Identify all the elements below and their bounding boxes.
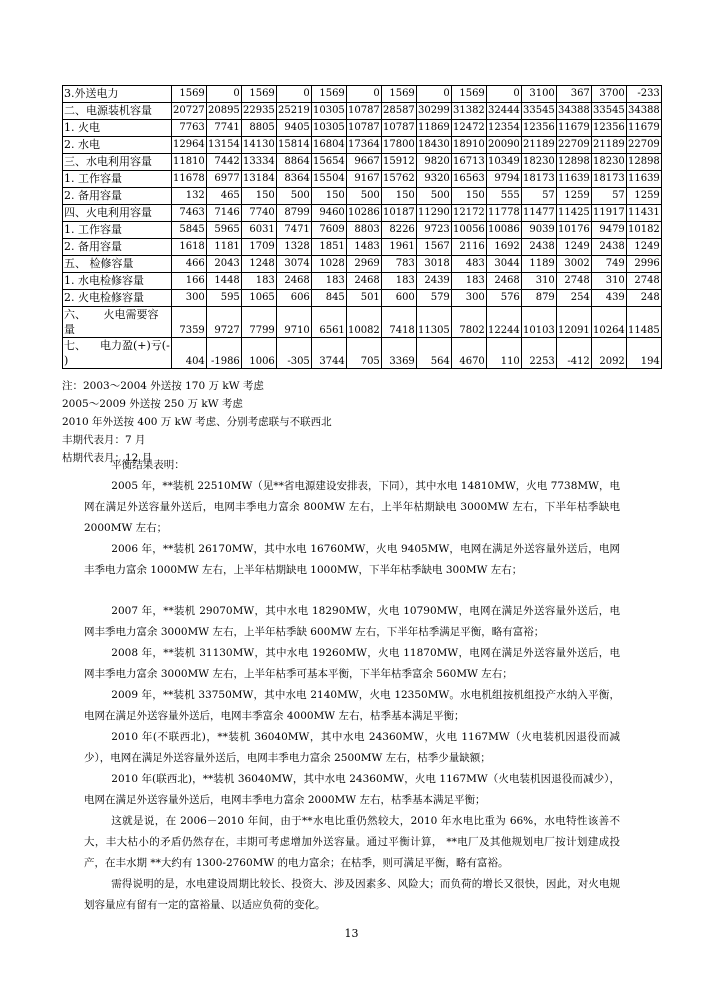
table-row (63, 154, 662, 171)
table-row (63, 188, 662, 205)
table-cell: 5845 (171, 222, 206, 239)
table-cell: 6977 (206, 171, 241, 188)
table-cell: 10264 (591, 307, 626, 338)
table-cell: 1259 (556, 188, 591, 205)
table-cell: 18430 (416, 137, 451, 154)
table-cell: 18910 (451, 137, 486, 154)
table-cell: 20727 (171, 103, 206, 120)
table-cell: 12354 (486, 120, 521, 137)
table-cell: 13184 (241, 171, 276, 188)
table-cell: 1618 (171, 239, 206, 256)
table-cell: 8805 (241, 120, 276, 137)
table-cell: 8226 (381, 222, 416, 239)
table-cell: 12091 (556, 307, 591, 338)
table-cell: 12964 (171, 137, 206, 154)
table-cell: 2043 (206, 256, 241, 273)
table-cell: 7471 (276, 222, 311, 239)
table-cell: 34388 (556, 103, 591, 120)
table-row (63, 338, 662, 369)
table-cell: 10787 (381, 120, 416, 137)
table-cell: 17364 (346, 137, 381, 154)
table-cell: 1567 (416, 239, 451, 256)
table-row (63, 103, 662, 120)
table-cell: 11778 (486, 205, 521, 222)
table-cell: 34388 (626, 103, 661, 120)
table-cell: 28587 (381, 103, 416, 120)
paragraph: 平衡结果表明： (111, 459, 185, 471)
row-label: 四、火电利用容量 (63, 205, 172, 222)
table-row (63, 256, 662, 273)
table-cell: 749 (591, 256, 626, 273)
table-cell: 9727 (206, 307, 241, 338)
table-cell: 150 (381, 188, 416, 205)
table-cell: 10103 (521, 307, 556, 338)
table-cell: 2439 (416, 273, 451, 290)
table-cell: -412 (556, 338, 591, 369)
table-cell: 7740 (241, 205, 276, 222)
table-cell: 2092 (591, 338, 626, 369)
table-row (63, 137, 662, 154)
table-cell: 1569 (451, 86, 486, 103)
row-label: 1. 水电检修容量 (63, 273, 172, 290)
table-cell: 6561 (311, 307, 346, 338)
table-cell: 11639 (626, 171, 661, 188)
row-label: 2. 火电检修容量 (63, 290, 172, 307)
paragraph: 2010 年(不联西北)，**装机 36040MW，其中水电 24360MW，火电 1167MW（火电装机因退役而减少），电网在满足外送容量外送后，电网丰季电力富余 2500MW 左右，枯季少量缺额； (84, 731, 620, 764)
table-cell: 0 (206, 86, 241, 103)
table-cell: 8803 (346, 222, 381, 239)
table-cell: 13334 (241, 154, 276, 171)
table-cell: 2748 (556, 273, 591, 290)
table-cell: 1248 (241, 256, 276, 273)
table-cell: 10086 (486, 222, 521, 239)
table-cell: 8364 (276, 171, 311, 188)
table-cell: 466 (171, 256, 206, 273)
table-cell: 2468 (346, 273, 381, 290)
table-cell: 132 (171, 188, 206, 205)
table-cell: 10305 (311, 120, 346, 137)
table-cell: 15762 (381, 171, 416, 188)
table-cell: 1569 (311, 86, 346, 103)
table-row (63, 205, 662, 222)
table-cell: 500 (276, 188, 311, 205)
table-cell: 11678 (171, 171, 206, 188)
table-cell: 2468 (276, 273, 311, 290)
table-cell: 183 (311, 273, 346, 290)
table-cell: 13154 (206, 137, 241, 154)
table-cell: 3044 (486, 256, 521, 273)
table-cell: 150 (311, 188, 346, 205)
table-row (63, 273, 662, 290)
table-cell: 1961 (381, 239, 416, 256)
table-cell: 22709 (556, 137, 591, 154)
table-cell: 2116 (451, 239, 486, 256)
table-cell: 18230 (521, 154, 556, 171)
paragraph: 2006 年，**装机 26170MW，其中水电 16760MW，火电 9405MW，电网在满足外送容量外送后，电网丰季电力富余 1000MW 左右，上半年枯期缺电 1000MW，下半年枯季缺电 300MW 左右； (84, 543, 620, 576)
table-cell: 9794 (486, 171, 521, 188)
table-cell: 7741 (206, 120, 241, 137)
table-cell: 1709 (241, 239, 276, 256)
table-cell: 9710 (276, 307, 311, 338)
note-line: 2010 年外送按 400 万 kW 考虑、分别考虑联与不联西北 (62, 416, 332, 428)
table-row (63, 86, 662, 103)
table-cell: 7442 (206, 154, 241, 171)
table-cell: 16563 (451, 171, 486, 188)
body-text (84, 455, 620, 916)
table-cell: 1448 (206, 273, 241, 290)
table-cell: 2996 (626, 256, 661, 273)
table-cell: 9667 (346, 154, 381, 171)
table-cell: -1986 (206, 338, 241, 369)
table-cell: 31382 (451, 103, 486, 120)
table-cell: 0 (486, 86, 521, 103)
table-cell: 465 (206, 188, 241, 205)
table-cell: 22709 (626, 137, 661, 154)
page-number: 13 (344, 927, 359, 940)
table-cell: 10787 (346, 103, 381, 120)
table-cell: 150 (241, 188, 276, 205)
table-cell: 1569 (381, 86, 416, 103)
table-cell: 10187 (381, 205, 416, 222)
table-cell: 9460 (311, 205, 346, 222)
table-cell: 5965 (206, 222, 241, 239)
table-cell: 7799 (241, 307, 276, 338)
table-cell: 483 (451, 256, 486, 273)
table-cell: 110 (486, 338, 521, 369)
table-cell: 30299 (416, 103, 451, 120)
table-cell: 254 (556, 290, 591, 307)
table-cell: 8864 (276, 154, 311, 171)
table-cell: 576 (486, 290, 521, 307)
table-cell: 12898 (556, 154, 591, 171)
paragraph: 需得说明的是，水电建设周期比较长、投资大、涉及因素多、风险大；而负荷的增长又很快，因此，对火电规划容量应有留有一定的富裕量、以适应负荷的变化。 (84, 878, 620, 911)
table-cell: 501 (346, 290, 381, 307)
table-cell: 1569 (241, 86, 276, 103)
table-cell: 11477 (521, 205, 556, 222)
table-cell: 1189 (521, 256, 556, 273)
table-cell: 10286 (346, 205, 381, 222)
table-cell: 14130 (241, 137, 276, 154)
table-cell: 10056 (451, 222, 486, 239)
table-cell: 1851 (311, 239, 346, 256)
table-cell: 606 (276, 290, 311, 307)
table-cell: 12356 (591, 120, 626, 137)
table-cell: 20090 (486, 137, 521, 154)
table-cell: 1249 (556, 239, 591, 256)
table-cell: 879 (521, 290, 556, 307)
table-cell: 845 (311, 290, 346, 307)
table-cell: 11679 (626, 120, 661, 137)
table-cell: 1259 (626, 188, 661, 205)
table-cell: 7463 (171, 205, 206, 222)
table-cell: 1006 (241, 338, 276, 369)
table-cell: 9479 (591, 222, 626, 239)
row-label: 二、电源装机容量 (63, 103, 172, 120)
table-cell: 0 (346, 86, 381, 103)
table-cell: 705 (346, 338, 381, 369)
table-cell: 150 (451, 188, 486, 205)
table-cell: 20895 (206, 103, 241, 120)
table-cell: 9167 (346, 171, 381, 188)
table-cell: 0 (276, 86, 311, 103)
table-cell: 10182 (626, 222, 661, 239)
paragraph: 2005 年，**装机 22510MW（见**省电源建设安排表，下同），其中水电 14810MW，火电 7738MW，电网在满足外送容量外送后，电网丰季电力富余 800MW 左右，上半年枯期缺电 3000MW 左右，下半年枯季缺电 2000MW 左右； (84, 480, 620, 534)
table-cell: 15654 (311, 154, 346, 171)
table-row (63, 222, 662, 239)
row-label: 七、 电力盈(+)亏(- ) (64, 339, 170, 367)
table-cell: 9723 (416, 222, 451, 239)
table-cell: 11810 (171, 154, 206, 171)
row-label: 1. 火电 (63, 120, 172, 137)
row-label: 1. 工作容量 (63, 222, 172, 239)
table-cell: 9820 (416, 154, 451, 171)
table-cell: 18173 (591, 171, 626, 188)
table-cell: 166 (171, 273, 206, 290)
table-cell: 10349 (486, 154, 521, 171)
table-cell: 300 (451, 290, 486, 307)
table-cell: 3002 (556, 256, 591, 273)
table-cell: -233 (626, 86, 661, 103)
table-cell: 783 (381, 256, 416, 273)
table-cell: 32444 (486, 103, 521, 120)
table-cell: 16804 (311, 137, 346, 154)
table-cell: 3700 (591, 86, 626, 103)
table-cell: 33545 (521, 103, 556, 120)
table-cell: 2253 (521, 338, 556, 369)
table-cell: 11917 (591, 205, 626, 222)
table-cell: 9039 (521, 222, 556, 239)
table-cell: 183 (241, 273, 276, 290)
table-cell: 367 (556, 86, 591, 103)
table-cell: 12472 (451, 120, 486, 137)
table-cell: 21189 (521, 137, 556, 154)
paragraph: 2009 年，**装机 33750MW，其中水电 2140MW，火电 12350MW。水电机组按机组投产水纳入平衡，电网在满足外送容量外送后，电网丰季富余 4000MW 左右，枯季基本满足平衡； (84, 689, 620, 722)
note-line: 注：2003～2004 外送按 170 万 kW 考虑 (62, 380, 264, 392)
note-line: 2005～2009 外送按 250 万 kW 考虑 (62, 398, 243, 410)
table-cell: 500 (416, 188, 451, 205)
table-cell: 22935 (241, 103, 276, 120)
table-cell: 3100 (521, 86, 556, 103)
table-cell: 10082 (346, 307, 381, 338)
table-cell: 16713 (451, 154, 486, 171)
table-cell: 7763 (171, 120, 206, 137)
table-cell: 11485 (626, 307, 661, 338)
table-cell: 555 (486, 188, 521, 205)
table-cell: 300 (171, 290, 206, 307)
table-cell: 1692 (486, 239, 521, 256)
table-cell: 18173 (521, 171, 556, 188)
table-cell: 2438 (591, 239, 626, 256)
table-cell: 3074 (276, 256, 311, 273)
table-cell: 404 (171, 338, 206, 369)
paragraph: 这就是说，在 2006－2010 年间，由于**水电比重仍然较大，2010 年水电比重为 66%，水电特性该善不大，丰大枯小的矛盾仍然存在，丰期可考虑增加外送容量。通过平衡计算， **电厂及其他规划电厂按计划建成投产，在丰水期 **大约有 1300-2760MW 的电力富余；在枯季，则可满足平衡，略有富裕。 (84, 815, 620, 869)
table-cell: 57 (521, 188, 556, 205)
table-cell: 57 (591, 188, 626, 205)
row-label: 2. 水电 (63, 137, 172, 154)
table-row (63, 307, 662, 338)
table-cell: 3744 (311, 338, 346, 369)
row-label: 2. 备用容量 (63, 239, 172, 256)
table-cell: 7802 (451, 307, 486, 338)
table-cell: 1249 (626, 239, 661, 256)
table-cell: 17800 (381, 137, 416, 154)
table-notes (62, 377, 332, 467)
table-cell: 11425 (556, 205, 591, 222)
table-cell: 11431 (626, 205, 661, 222)
table-cell: 600 (381, 290, 416, 307)
table-cell: 11679 (556, 120, 591, 137)
table-cell: 7609 (311, 222, 346, 239)
table-cell: 194 (626, 338, 661, 369)
table-cell: 1328 (276, 239, 311, 256)
table-cell: 33545 (591, 103, 626, 120)
table-cell: 12356 (521, 120, 556, 137)
table-cell: 10176 (556, 222, 591, 239)
table-cell: -305 (276, 338, 311, 369)
note-line: 丰期代表月：7 月 (62, 434, 146, 446)
table-cell: 4670 (451, 338, 486, 369)
table-cell: 579 (416, 290, 451, 307)
table-cell: 0 (416, 86, 451, 103)
table-cell: 2748 (626, 273, 661, 290)
table-cell: 183 (451, 273, 486, 290)
paragraph: 2008 年，**装机 31130MW，其中水电 19260MW，火电 11870MW，电网在满足外送容量外送后，电网丰季电力富余 3000MW 左右，上半年枯季可基本平衡，下半年枯季富余 560MW 左右； (84, 647, 620, 680)
table-cell: 183 (381, 273, 416, 290)
table-cell: 11290 (416, 205, 451, 222)
table-cell: 595 (206, 290, 241, 307)
table-cell: 1065 (241, 290, 276, 307)
row-label: 三、水电利用容量 (63, 154, 172, 171)
table-cell: 7146 (206, 205, 241, 222)
table-cell: 7418 (381, 307, 416, 338)
paragraph: 2007 年，**装机 29070MW，其中水电 18290MW，火电 10790MW，电网在满足外送容量外送后，电网丰季电力富余 3000MW 左右，上半年枯季缺 600MW 左右，下半年枯季满足平衡，略有富裕； (84, 605, 620, 638)
table-cell: 11869 (416, 120, 451, 137)
table-cell: 500 (346, 188, 381, 205)
table-cell: 1483 (346, 239, 381, 256)
table-cell: 2438 (521, 239, 556, 256)
table-cell: 248 (626, 290, 661, 307)
table-cell: 11639 (556, 171, 591, 188)
table-cell: 2969 (346, 256, 381, 273)
table-cell: 310 (521, 273, 556, 290)
table-cell: 12172 (451, 205, 486, 222)
table-cell: 21189 (591, 137, 626, 154)
table-cell: 564 (416, 338, 451, 369)
table-cell: 6031 (241, 222, 276, 239)
table-cell: 9405 (276, 120, 311, 137)
paragraph: 2010 年(联西北)，**装机 36040MW，其中水电 24360MW，火电 1167MW（火电装机因退役而减少），电网在满足外送容量外送后，电网丰季电力富余 2000MW 左右，枯季基本满足平衡； (84, 773, 620, 806)
table-cell: 310 (591, 273, 626, 290)
table-cell: 10305 (311, 103, 346, 120)
table-cell: 2468 (486, 273, 521, 290)
table-cell: 15912 (381, 154, 416, 171)
table-row (63, 171, 662, 188)
table-row (63, 239, 662, 256)
table-cell: 25219 (276, 103, 311, 120)
table-cell: 1181 (206, 239, 241, 256)
table-cell: 12244 (486, 307, 521, 338)
row-label: 2. 备用容量 (63, 188, 172, 205)
table-cell: 3369 (381, 338, 416, 369)
table-cell: 3018 (416, 256, 451, 273)
row-label: 六、 火电需要容 量 (63, 307, 172, 338)
table-cell: 12898 (626, 154, 661, 171)
table-cell: 18230 (591, 154, 626, 171)
table-cell: 8799 (276, 205, 311, 222)
table-cell: 11305 (416, 307, 451, 338)
table-cell: 7359 (171, 307, 206, 338)
balance-table (62, 85, 662, 369)
table-cell: 1569 (171, 86, 206, 103)
table-cell: 15504 (311, 171, 346, 188)
table-cell: 439 (591, 290, 626, 307)
table-cell: 1028 (311, 256, 346, 273)
table-row (63, 290, 662, 307)
table-cell: 15814 (276, 137, 311, 154)
row-label: 3.外送电力 (63, 86, 172, 103)
table-cell: 10787 (346, 120, 381, 137)
note-line: 枯期代表月：12 月 (62, 452, 153, 464)
row-label: 1. 工作容量 (63, 171, 172, 188)
table-cell: 9320 (416, 171, 451, 188)
row-label: 五、 检修容量 (63, 256, 172, 273)
table-row (63, 120, 662, 137)
